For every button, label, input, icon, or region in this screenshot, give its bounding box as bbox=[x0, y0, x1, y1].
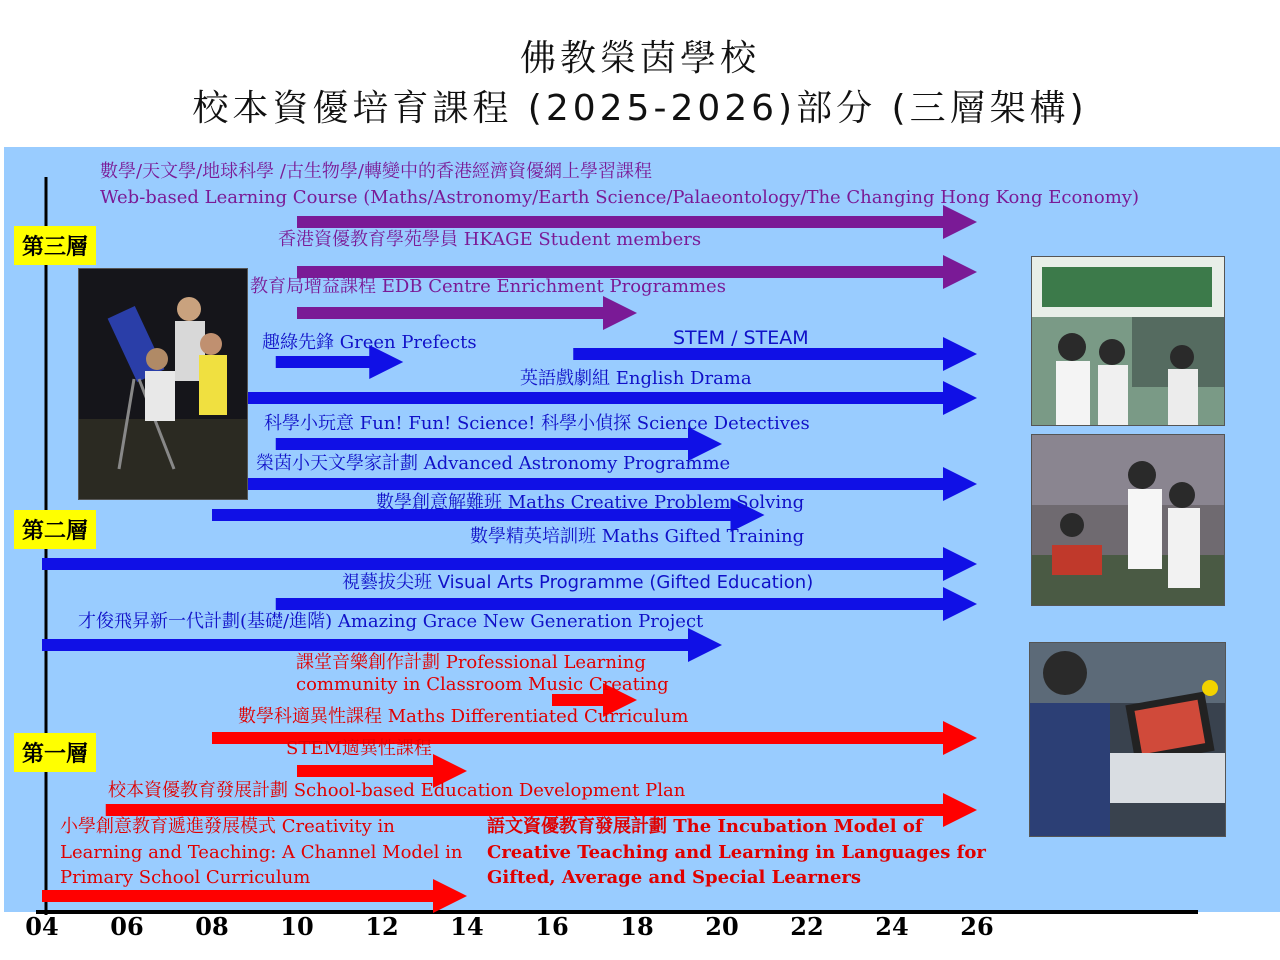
label-fun-science: 科學小玩意 Fun! Fun! Science! 科學小偵探 Science Detectives bbox=[264, 413, 810, 434]
label-stem: STEM / STEAM bbox=[673, 327, 809, 349]
label-creativity-1: 小學創意教育遞進發展模式 Creativity in bbox=[60, 816, 395, 837]
label-creativity-3: Primary School Curriculum bbox=[60, 867, 311, 888]
tick-20: 20 bbox=[705, 912, 739, 941]
label-maths-gifted: 數學精英培訓班 Maths Gifted Training bbox=[470, 526, 805, 547]
tick-22: 22 bbox=[790, 912, 824, 941]
tick-24: 24 bbox=[875, 912, 909, 941]
tier-1-badge: 第一層 bbox=[14, 733, 96, 772]
label-music-en: community in Classroom Music Creating bbox=[296, 674, 669, 695]
tick-14: 14 bbox=[450, 912, 484, 941]
label-web-course-zh: 數學/天文學/地球科學 /古生物學/轉變中的香港經濟資優網上學習課程 bbox=[100, 161, 652, 182]
page-title: 校本資優培育課程 (2025-2026)部分 (三層架構) bbox=[192, 88, 1088, 129]
label-amazing-grace: 才俊飛昇新一代計劃(基礎/進階) Amazing Grace New Generation Project bbox=[78, 611, 704, 632]
astronomy-photo bbox=[78, 268, 248, 500]
label-web-course-en: Web-based Learning Course (Maths/Astronomy/Earth Science/Palaeontology/The Changing Hong Kong Economy) bbox=[100, 187, 1139, 208]
label-hkage: 香港資優教育學苑學員 HKAGE Student members bbox=[278, 229, 702, 250]
label-language-2: Creative Teaching and Learning in Languages for bbox=[487, 842, 986, 863]
tier-3-badge: 第三層 bbox=[14, 226, 96, 265]
stem-laptop-photo bbox=[1029, 642, 1226, 837]
tick-18: 18 bbox=[620, 912, 654, 941]
label-astronomy: 榮茵小天文學家計劃 Advanced Astronomy Programme bbox=[256, 453, 731, 474]
label-music-zh: 課堂音樂創作計劃 Professional Learning bbox=[296, 652, 646, 673]
tick-06: 06 bbox=[110, 912, 144, 941]
label-maths-diff: 數學科適異性課程 Maths Differentiated Curriculum bbox=[238, 706, 689, 727]
tick-26: 26 bbox=[960, 912, 994, 941]
label-visual-arts: 視藝拔尖班 Visual Arts Programme (Gifted Education) bbox=[342, 572, 814, 593]
label-language-3: Gifted, Average and Special Learners bbox=[487, 867, 862, 888]
label-english-drama: 英語戲劇組 English Drama bbox=[520, 368, 752, 389]
tick-10: 10 bbox=[280, 912, 314, 941]
arrow-programme-2 bbox=[297, 296, 637, 330]
tick-16: 16 bbox=[535, 912, 569, 941]
school-name: 佛教榮茵學校 bbox=[519, 38, 760, 79]
label-language-1: 語文資優教育發展計劃 The Incubation Model of bbox=[487, 816, 923, 837]
label-stem-diff: STEM適異性課程 bbox=[286, 738, 432, 759]
tick-04: 04 bbox=[25, 912, 59, 941]
label-maths-creative: 數學創意解難班 Maths Creative Problem Solving bbox=[376, 492, 805, 513]
label-green-prefects: 趣綠先鋒 Green Prefects bbox=[262, 332, 477, 353]
science-lab-photo bbox=[1031, 256, 1225, 426]
tick-08: 08 bbox=[195, 912, 229, 941]
tick-12: 12 bbox=[365, 912, 399, 941]
label-edb: 教育局增益課程 EDB Centre Enrichment Programmes bbox=[250, 276, 726, 297]
label-creativity-2: Learning and Teaching: A Channel Model in bbox=[60, 842, 463, 863]
classroom-photo bbox=[1031, 434, 1225, 606]
tier-2-badge: 第二層 bbox=[14, 510, 96, 549]
label-school-plan: 校本資優教育發展計劃 School-based Education Development Plan bbox=[108, 780, 686, 801]
